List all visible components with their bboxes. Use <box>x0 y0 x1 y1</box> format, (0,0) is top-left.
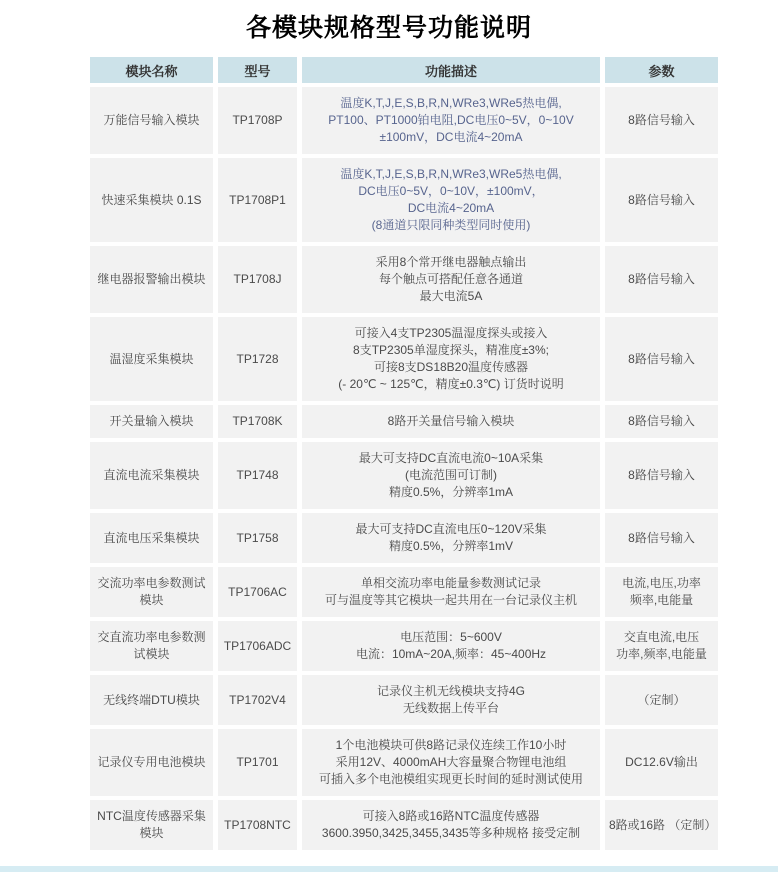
param-cell: 8路信号输入 <box>605 317 718 401</box>
param-cell: 8路信号输入 <box>605 87 718 154</box>
description-cell: 温度K,T,J,E,S,B,R,N,WRe3,WRe5热电偶, PT100、PT1000铂电阻,DC电压0~5V，0~10V ±100mV，DC电流4~20mA <box>302 87 600 154</box>
param-cell: 8路信号输入 <box>605 513 718 563</box>
table-row <box>90 513 718 563</box>
description-cell: 最大可支持DC直流电流0~10A采集 (电流范围可订制) 精度0.5%，分辨率1mA <box>302 442 600 509</box>
description-cell: 采用8个常开继电器触点输出 每个触点可搭配任意各通道 最大电流5A <box>302 246 600 313</box>
description-cell: 1个电池模块可供8路记录仪连续工作10小时 采用12V、4000mAH大容量聚合物锂电池组 可插入多个电池模组实现更长时间的延时测试使用 <box>302 729 600 796</box>
column-header: 功能描述 <box>302 57 600 83</box>
param-cell: 8路信号输入 <box>605 442 718 509</box>
column-header: 参数 <box>605 57 718 83</box>
module-name-cell: 直流电压采集模块 <box>90 513 213 563</box>
module-name-cell: 开关量输入模块 <box>90 405 213 438</box>
table-row <box>90 800 718 850</box>
module-name-cell: 直流电流采集模块 <box>90 442 213 509</box>
model-cell: TP1748 <box>218 442 297 509</box>
module-name-cell: 继电器报警输出模块 <box>90 246 213 313</box>
table-row <box>90 158 718 242</box>
model-cell: TP1706AC <box>218 567 297 617</box>
table-row <box>90 246 718 313</box>
module-name-cell: 交直流功率电参数测试模块 <box>90 621 213 671</box>
module-name-cell: 记录仪专用电池模块 <box>90 729 213 796</box>
module-name-cell: 万能信号输入模块 <box>90 87 213 154</box>
column-header: 模块名称 <box>90 57 213 83</box>
param-cell: 8路信号输入 <box>605 246 718 313</box>
param-cell: 交直电流,电压 功率,频率,电能量 <box>605 621 718 671</box>
table-header-row <box>90 57 718 83</box>
table-row <box>90 729 718 796</box>
table-row <box>90 317 718 401</box>
spec-table <box>90 57 718 850</box>
description-cell: 可接入4支TP2305温湿度探头或接入 8支TP2305单湿度探头，精准度±3%; 可接8支DS18B20温度传感器 (- 20℃ ~ 125℃，精度±0.3℃) 订货时说明 <box>302 317 600 401</box>
module-name-cell: 无线终端DTU模块 <box>90 675 213 725</box>
table-row <box>90 405 718 438</box>
footer-accent-bar <box>0 866 778 872</box>
page-title: 各模块规格型号功能说明 <box>245 14 532 42</box>
param-cell: 8路信号输入 <box>605 158 718 242</box>
param-cell: 8路或16路 （定制） <box>605 800 718 850</box>
module-name-cell: NTC温度传感器采集模块 <box>90 800 213 850</box>
table-row <box>90 567 718 617</box>
model-cell: TP1702V4 <box>218 675 297 725</box>
module-name-cell: 快速采集模块 0.1S <box>90 158 213 242</box>
table-row <box>90 621 718 671</box>
model-cell: TP1706ADC <box>218 621 297 671</box>
model-cell: TP1728 <box>218 317 297 401</box>
description-cell: 可接入8路或16路NTC温度传感器 3600.3950,3425,3455,3435等多种规格 接受定制 <box>302 800 600 850</box>
table-row <box>90 87 718 154</box>
model-cell: TP1708NTC <box>218 800 297 850</box>
param-cell: （定制） <box>605 675 718 725</box>
description-cell: 最大可支持DC直流电压0~120V采集 精度0.5%，分辨率1mV <box>302 513 600 563</box>
description-cell: 8路开关量信号输入模块 <box>302 405 600 438</box>
model-cell: TP1708J <box>218 246 297 313</box>
description-cell: 温度K,T,J,E,S,B,R,N,WRe3,WRe5热电偶, DC电压0~5V，0~10V，±100mV， DC电流4~20mA (8通道只限同种类型同时使用) <box>302 158 600 242</box>
module-name-cell: 温湿度采集模块 <box>90 317 213 401</box>
param-cell: 电流,电压,功率 频率,电能量 <box>605 567 718 617</box>
param-cell: 8路信号输入 <box>605 405 718 438</box>
model-cell: TP1708P1 <box>218 158 297 242</box>
module-name-cell: 交流功率电参数测试模块 <box>90 567 213 617</box>
model-cell: TP1701 <box>218 729 297 796</box>
description-cell: 单相交流功率电能量参数测试记录 可与温度等其它模块一起共用在一台记录仪主机 <box>302 567 600 617</box>
table-row <box>90 442 718 509</box>
param-cell: DC12.6V输出 <box>605 729 718 796</box>
table-body <box>90 87 718 850</box>
description-cell: 记录仪主机无线模块支持4G 无线数据上传平台 <box>302 675 600 725</box>
model-cell: TP1708K <box>218 405 297 438</box>
model-cell: TP1708P <box>218 87 297 154</box>
column-header: 型号 <box>218 57 297 83</box>
table-row <box>90 675 718 725</box>
description-cell: 电压范围：5~600V 电流：10mA~20A,频率：45~400Hz <box>302 621 600 671</box>
model-cell: TP1758 <box>218 513 297 563</box>
